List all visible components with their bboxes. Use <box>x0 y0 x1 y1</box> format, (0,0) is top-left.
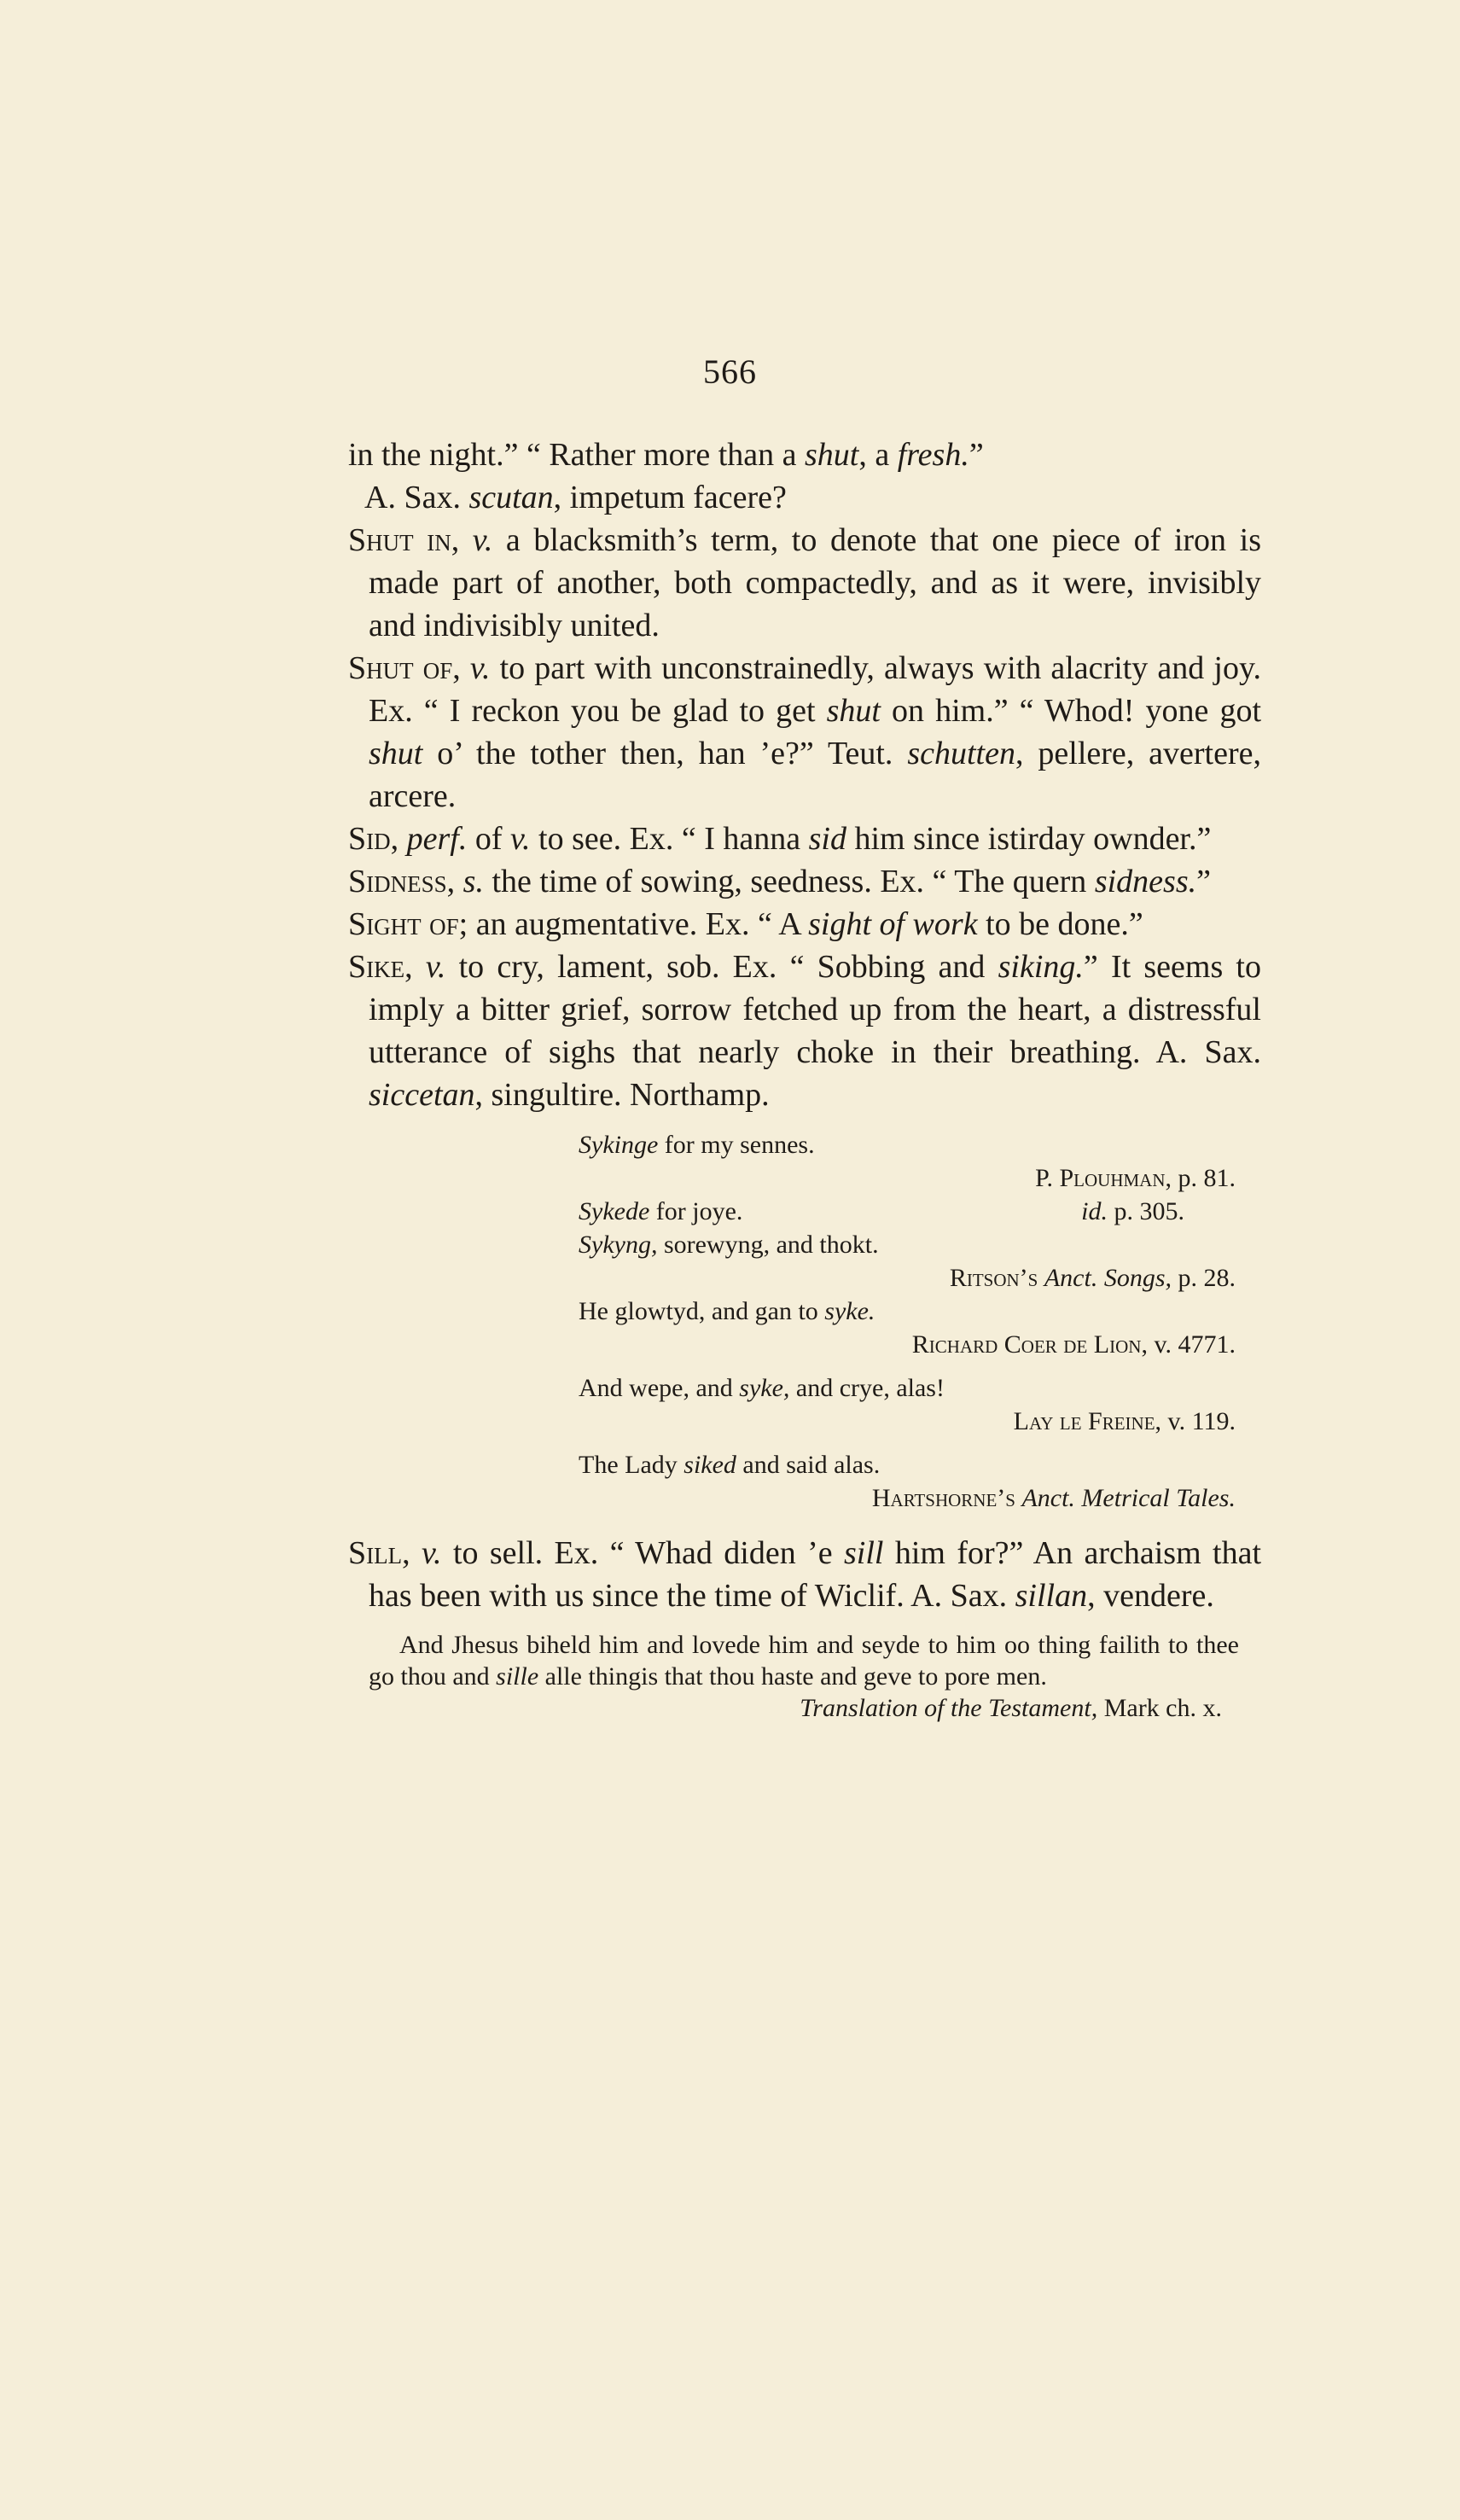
quote-line: The Lady siked and said alas. <box>579 1451 881 1479</box>
quote-line: Sykyng, sorewyng, and thokt. <box>579 1231 879 1259</box>
sike-quotations <box>579 1128 1236 1515</box>
page-number: 566 <box>703 352 757 391</box>
quote-line: Sykede for joye. id. p. 305. <box>579 1197 1184 1225</box>
entry-sid: Sid, perf. of v. to see. Ex. “ I hanna sid him since istirday ownder.” <box>348 821 1212 857</box>
entry-sight-of: Sight of; an augmentative. Ex. “ A sight of work to be done.” <box>348 906 1143 942</box>
quote-line: And wepe, and syke, and crye, alas! <box>579 1374 945 1402</box>
quote-line: Sykinge for my sennes. <box>579 1131 815 1159</box>
quote-body: And Jhesus biheld him and lovede him and seyde to him oo thing failith to thee go thou and sille alle thingis that thou haste and geve to pore men. <box>369 1631 1239 1691</box>
continuation-paragraph: in the night.” “ Rather more than a shut, a fresh.” A. Sax. scutan, impetum facere? <box>348 437 984 515</box>
entry-sill: Sill, v. to sell. Ex. “ Whad diden ’e sill him for?” An archaism that has been with us since the time of Wiclif. A. Sax. sillan, vendere. <box>348 1535 1262 1614</box>
quote-source: Translation of the Testament, Mark ch. x. <box>800 1694 1222 1722</box>
dictionary-text <box>348 434 1261 1724</box>
quote-line: He glowtyd, and gan to syke. <box>579 1297 875 1325</box>
entry-shut-in: Shut in, v. a blacksmith’s term, to denote that one piece of iron is made part of another, both compactedly, and as it were, invisibly and indivisibly united. <box>348 522 1261 643</box>
entry-sidness: Sidness, s. the time of sowing, seedness. Ex. “ The quern sidness.” <box>348 864 1211 899</box>
entry-sike: Sike, v. to cry, lament, sob. Ex. “ Sobbing and siking.” It seems to imply a bitter grief, sorrow fetched up from the heart, a distressful utterance of sighs that nearly choke in their breathing. A. Sax. siccetan, singultire. Northamp. <box>348 949 1261 1113</box>
entry-shut-of: Shut of, v. to part with unconstrainedly, always with alacrity and joy. Ex. “ I reckon you be glad to get shut on him.” “ Whod! yone got shut o’ the tother then, han ’e?” Teut. schutten, pellere, avertere, arcere. <box>348 650 1262 814</box>
quote-source: P. Plouhman, p. 81. <box>1035 1164 1236 1192</box>
quote-source: Lay le Freine, v. 119. <box>1013 1407 1236 1435</box>
quote-source: Richard Coer de Lion, v. 4771. <box>911 1330 1236 1359</box>
quote-source: Ritson’s Anct. Songs, p. 28. <box>949 1264 1236 1292</box>
sill-quotation <box>369 1629 1239 1724</box>
quote-source: Hartshorne’s Anct. Metrical Tales. <box>871 1484 1236 1512</box>
